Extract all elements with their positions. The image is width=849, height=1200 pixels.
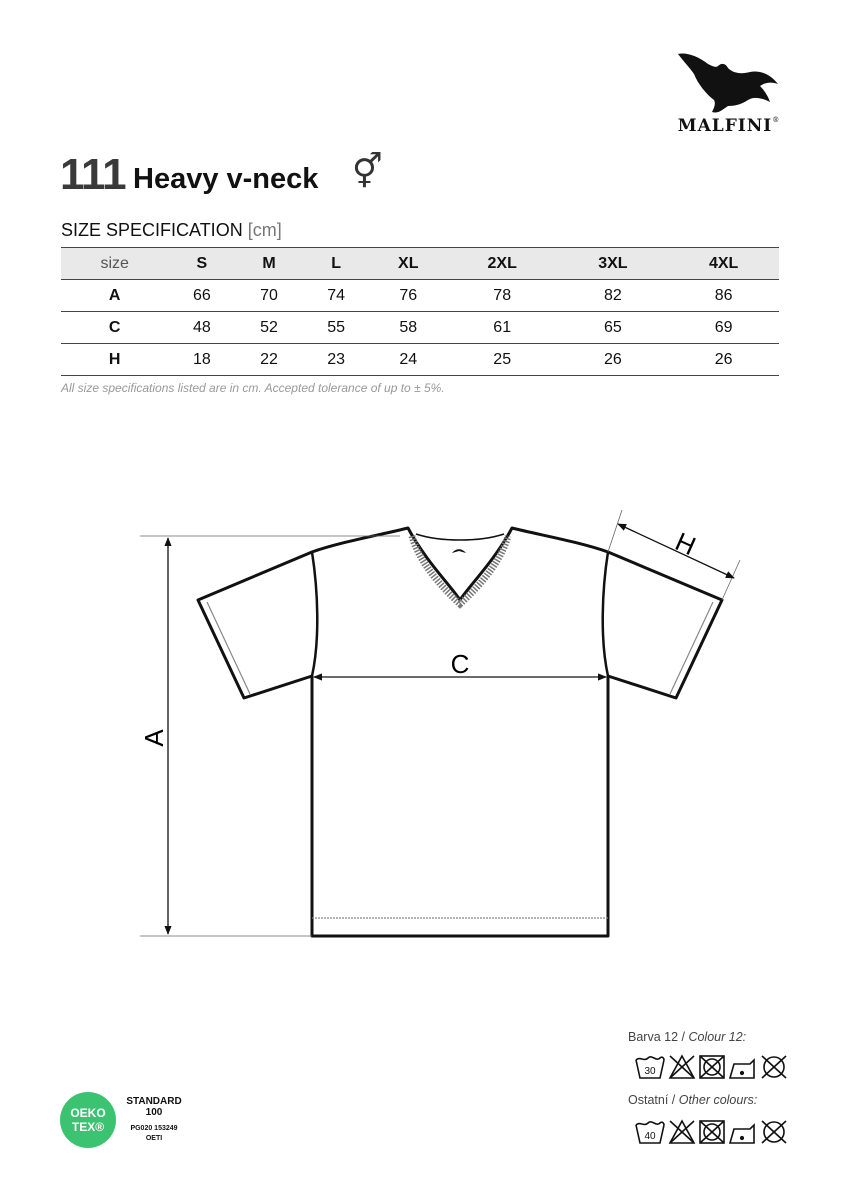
table-cell: 52 [260,318,278,336]
oeko-standard-label: STANDARD [126,1096,182,1107]
no-tumble-dry-icon [700,1056,724,1078]
no-dry-clean-icon [762,1056,786,1078]
spec-heading [61,220,282,241]
size-col-4xl: 4XL [708,254,739,272]
care-caption-other: Ostatní / Other colours: [628,1093,758,1107]
table-cell: 26 [603,350,622,368]
table-cell: 23 [327,350,346,368]
brand-name: MALFINI® [677,116,781,136]
oeko-standard-number: 100 [145,1107,163,1118]
oeko-certificate [121,1124,187,1144]
table-cell: 24 [399,350,418,368]
size-col-m: M [262,254,276,272]
size-col-3xl: 3XL [598,254,628,272]
wash-icon [636,1122,664,1143]
oeko-tex-badge [60,1092,116,1148]
row-label-h: H [108,350,121,368]
measure-label-c: C [450,649,470,679]
tshirt-diagram [0,480,849,960]
wash-icon [636,1057,664,1078]
oeko-badge-line1: OEKO [70,1106,106,1120]
iron-low-icon [730,1060,754,1078]
table-cell: 55 [327,318,346,336]
care-caption-colour12: Barva 12 / Colour 12: [628,1030,747,1044]
measure-label-a: A [139,729,169,747]
wash-temp-40: 40 [644,1131,656,1142]
table-cell: 69 [714,318,733,336]
size-header-row [61,248,779,280]
size-corner: size [100,254,129,272]
table-cell: 82 [603,286,622,304]
table-cell: 61 [493,318,512,336]
size-col-2xl: 2XL [487,254,517,272]
table-cell: 74 [327,286,346,304]
spec-heading-text: SIZE SPECIFICATION [61,220,243,240]
measure-label-h: H [670,526,701,562]
table-cell: 26 [714,350,733,368]
table-cell: 65 [603,318,622,336]
row-label-a: A [108,286,121,304]
no-bleach-icon [670,1121,694,1143]
no-tumble-dry-icon [700,1121,724,1143]
table-cell: 48 [192,318,211,336]
size-col-s: S [196,254,208,272]
oeko-badge-line2: TEX® [71,1120,105,1134]
oeko-cert-number: PG020 153249 [130,1125,178,1132]
tolerance-note: All size specifications listed are in cm. Accepted tolerance of up to ± 5%. [61,381,445,395]
spec-unit: [cm] [247,220,282,240]
table-cell: 25 [493,350,512,368]
table-row [61,280,779,312]
table-row [61,312,779,344]
table-cell: 58 [399,318,418,336]
oeko-standard [121,1096,187,1118]
row-label-c: C [108,318,121,336]
tshirt-drawing [0,480,849,960]
table-cell: 22 [260,350,278,368]
wash-temp-30: 30 [644,1066,656,1077]
table-cell: 76 [399,286,418,304]
size-table [61,247,779,376]
product-code: 111 [60,150,126,199]
oeko-institute: OETI [145,1135,163,1142]
table-cell: 86 [714,286,733,304]
table-cell: 78 [493,286,512,304]
size-col-l: L [331,254,342,272]
no-bleach-icon [670,1056,694,1078]
table-row [61,344,779,376]
unisex-icon: ⚥ [352,152,383,192]
table-cell: 18 [192,350,211,368]
size-col-xl: XL [398,254,419,272]
care-icons-colour12 [634,1052,794,1082]
table-cell: 66 [192,286,211,304]
no-dry-clean-icon [762,1121,786,1143]
care-icons-other [634,1117,794,1147]
table-cell: 70 [260,286,278,304]
product-name: Heavy v-neck [133,163,319,195]
iron-low-icon [730,1125,754,1143]
shirt-outline [198,528,722,936]
